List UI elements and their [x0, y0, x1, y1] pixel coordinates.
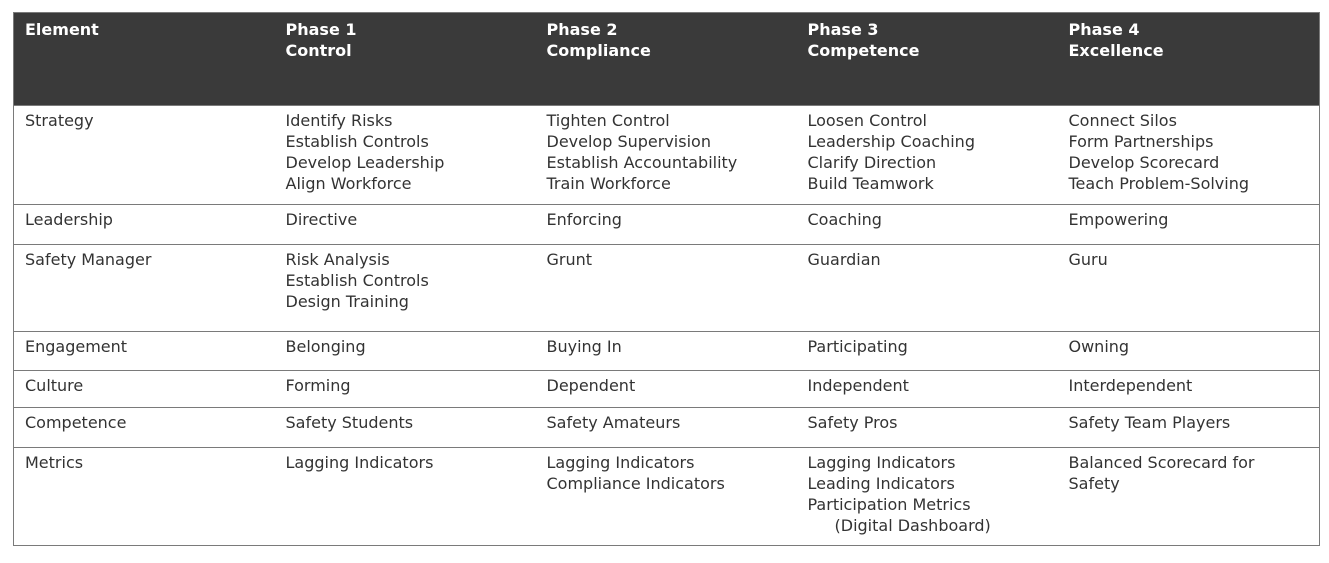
element-label: Safety Manager: [25, 250, 152, 269]
cell-line: Tighten Control: [546, 111, 670, 130]
phase4-cell: [1058, 332, 1320, 371]
element-label: Leadership: [25, 210, 113, 229]
cell-line: Safety Team Players: [1068, 413, 1231, 432]
header-line1: Phase 4: [1068, 20, 1140, 39]
element-cell: [14, 408, 275, 448]
phase1-cell: [275, 332, 536, 371]
header-phase-3: [797, 13, 1058, 106]
cell-line: Lagging Indicators: [807, 453, 956, 472]
cell-line: Build Teamwork: [807, 174, 934, 193]
phase1-cell: [275, 205, 536, 245]
cell-line: Leading Indicators: [807, 474, 955, 493]
header-element: [14, 13, 275, 106]
phase4-cell: [1058, 371, 1320, 408]
header-line2: Compliance: [546, 41, 651, 60]
header-line2: Excellence: [1068, 41, 1164, 60]
cell-line: Lagging Indicators: [285, 453, 434, 472]
cell-line: Safety Amateurs: [546, 413, 681, 432]
cell-line: Dependent: [546, 376, 636, 395]
header-line1: Phase 3: [807, 20, 879, 39]
element-label: Culture: [25, 376, 84, 395]
cell-line: Design Training: [285, 292, 409, 311]
cell-line: Coaching: [807, 210, 882, 229]
cell-line: Empowering: [1068, 210, 1169, 229]
header-phase-4: [1058, 13, 1320, 106]
cell-line-indented: (Digital Dashboard): [834, 516, 991, 535]
cell-line: Balanced Scorecard for Safety: [1068, 453, 1255, 493]
cell-line: Participation Metrics: [807, 495, 971, 514]
phase3-cell: [797, 106, 1058, 205]
cell-line: Connect Silos: [1068, 111, 1177, 130]
header-phase-1: [275, 13, 536, 106]
cell-line: Develop Scorecard: [1068, 153, 1220, 172]
cell-line: Independent: [807, 376, 909, 395]
table-row-leadership: [14, 205, 1320, 245]
cell-line: Buying In: [546, 337, 622, 356]
phase3-cell: [797, 371, 1058, 408]
cell-line: Safety Pros: [807, 413, 898, 432]
element-cell: [14, 205, 275, 245]
element-cell: [14, 245, 275, 332]
table-row-competence: [14, 408, 1320, 448]
phase4-cell: [1058, 205, 1320, 245]
element-label: Metrics: [25, 453, 84, 472]
table-row-metrics: [14, 448, 1320, 546]
phase3-cell: [797, 448, 1058, 546]
table-row-engagement: [14, 332, 1320, 371]
cell-line: Leadership Coaching: [807, 132, 975, 151]
cell-line: Develop Supervision: [546, 132, 711, 151]
element-cell: [14, 448, 275, 546]
cell-line: Establish Controls: [285, 132, 429, 151]
cell-line: Clarify Direction: [807, 153, 937, 172]
phase2-cell: [536, 106, 797, 205]
element-label: Strategy: [25, 111, 94, 130]
cell-line: Establish Controls: [285, 271, 429, 290]
phase3-cell: [797, 408, 1058, 448]
phase2-cell: [536, 332, 797, 371]
phase1-cell: [275, 408, 536, 448]
phase4-cell: [1058, 408, 1320, 448]
element-cell: [14, 332, 275, 371]
cell-line: Loosen Control: [807, 111, 927, 130]
element-cell: [14, 106, 275, 205]
cell-line: Participating: [807, 337, 908, 356]
cell-line: Belonging: [285, 337, 366, 356]
table-row-safety-manager: [14, 245, 1320, 332]
phase2-cell: [536, 448, 797, 546]
header-line1: Phase 2: [546, 20, 618, 39]
phase4-cell: [1058, 106, 1320, 205]
phase1-cell: [275, 106, 536, 205]
cell-line: Directive: [285, 210, 358, 229]
cell-line: Owning: [1068, 337, 1130, 356]
header-row: [14, 13, 1320, 106]
cell-line: Identify Risks: [285, 111, 393, 130]
table-row-culture: [14, 371, 1320, 408]
phase1-cell: [275, 448, 536, 546]
phase2-cell: [536, 205, 797, 245]
cell-line: Forming: [285, 376, 351, 395]
element-label: Engagement: [25, 337, 128, 356]
cell-line: Teach Problem-Solving: [1068, 174, 1250, 193]
cell-line: Lagging Indicators: [546, 453, 695, 472]
cell-line: Guru: [1068, 250, 1108, 269]
phase3-cell: [797, 245, 1058, 332]
cell-line: Train Workforce: [546, 174, 671, 193]
phase-table: [13, 12, 1320, 546]
header-line2: Competence: [807, 41, 920, 60]
cell-line: Develop Leadership: [285, 153, 445, 172]
cell-line: Form Partnerships: [1068, 132, 1214, 151]
header-phase-2: [536, 13, 797, 106]
table-container: [13, 12, 1319, 546]
cell-line: Guardian: [807, 250, 881, 269]
header-line1: Element: [25, 20, 99, 39]
cell-line: Align Workforce: [285, 174, 412, 193]
cell-line: Compliance Indicators: [546, 474, 725, 493]
phase3-cell: [797, 332, 1058, 371]
phase2-cell: [536, 245, 797, 332]
cell-line: Grunt: [546, 250, 593, 269]
header-line1: Phase 1: [285, 20, 357, 39]
cell-line: Interdependent: [1068, 376, 1193, 395]
element-cell: [14, 371, 275, 408]
element-label: Competence: [25, 413, 127, 432]
phase2-cell: [536, 371, 797, 408]
phase4-cell: [1058, 448, 1320, 546]
cell-line: Enforcing: [546, 210, 622, 229]
cell-line: Risk Analysis: [285, 250, 390, 269]
phase3-cell: [797, 205, 1058, 245]
cell-line: Establish Accountability: [546, 153, 738, 172]
phase1-cell: [275, 371, 536, 408]
table-row-strategy: [14, 106, 1320, 205]
header-line2: Control: [285, 41, 352, 60]
cell-line: Safety Students: [285, 413, 414, 432]
phase2-cell: [536, 408, 797, 448]
phase1-cell: [275, 245, 536, 332]
phase4-cell: [1058, 245, 1320, 332]
